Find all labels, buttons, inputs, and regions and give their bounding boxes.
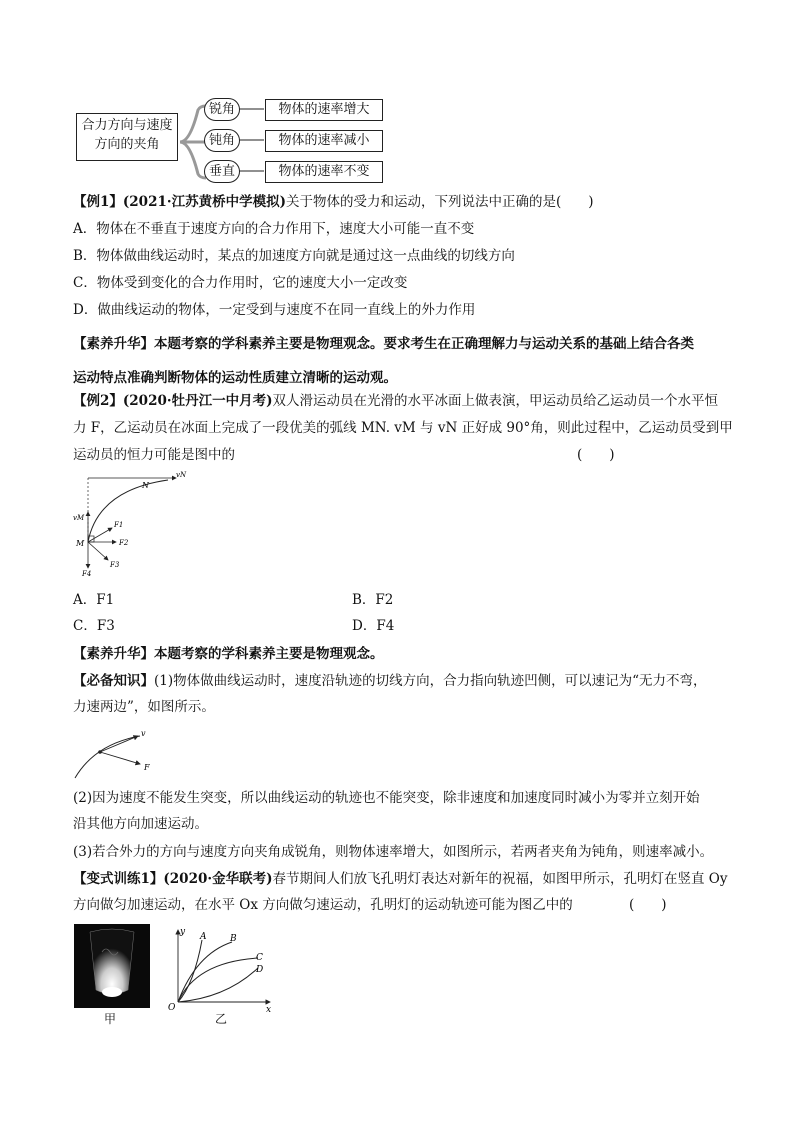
- label-x: x: [266, 1005, 272, 1014]
- example2-option-c: C．F3: [73, 618, 115, 634]
- example1-question: [73, 192, 594, 212]
- example1-option-a: A．物体在不垂直于速度方向的合力作用下，速度大小可能一直不变: [73, 221, 475, 237]
- label-B: B: [230, 934, 237, 944]
- variant1-answer-bracket: ( ): [629, 897, 667, 913]
- result-decrease: 物体的速率减小: [278, 133, 370, 148]
- caption-right: 乙: [215, 1012, 228, 1026]
- example1-option-c: C．物体受到变化的合力作用时，它的速度大小一定改变: [73, 275, 408, 291]
- label-v: v: [141, 729, 146, 738]
- label-M: M: [76, 539, 85, 548]
- label-F2: F2: [119, 539, 129, 547]
- example2-answer-bracket: ( ): [577, 447, 615, 463]
- example2-line2: 力 F，乙运动员在冰面上完成了一段优美的弧线 MN. vM 与 vN 正好成 90°角，则此过程中，乙运动员受到甲: [73, 420, 733, 436]
- label-F1: F1: [114, 521, 124, 529]
- knowledge-p2-line2: 沿其他方向加速运动。: [73, 816, 208, 832]
- label-D: D: [256, 965, 264, 975]
- variant1-line1: [73, 869, 727, 889]
- angle-obtuse: 钝角: [208, 133, 235, 148]
- variant1-text1: 春节期间人们放飞孔明灯表达对新年的祝福，如图甲所示，孔明灯在竖直 Oy: [272, 871, 728, 887]
- variant1-line2: 方向做匀加速运动，在水平 Ox 方向做匀速运动，孔明灯的运动轨迹可能为图乙中的: [73, 897, 573, 913]
- example2-figure: [68, 470, 198, 580]
- example2-option-b: B．F2: [352, 592, 394, 608]
- knowledge-p3: (3)若合外力的方向与速度方向夹角成锐角，则物体速率增大，如图所示，若两者夹角为钝角，则速率减小。: [73, 844, 714, 860]
- trajectory-graph: [166, 924, 278, 1014]
- label-O: O: [168, 1003, 176, 1013]
- knowledge-p1-line2: 力速两边”，如图所示。: [73, 699, 215, 715]
- example1-option-b: B．物体做曲线运动时，某点的加速度方向就是通过这一点曲线的切线方向: [73, 248, 515, 264]
- knowledge-p2-line1: (2)因为速度不能发生突变，所以曲线运动的轨迹也不能突变，除非速度和加速度同时减小为零并立刻开始: [73, 790, 700, 806]
- variant1-source: (2020·金华联考): [163, 871, 273, 887]
- result-unchanged: 物体的速率不变: [278, 164, 370, 179]
- angle-acute: 锐角: [208, 102, 235, 117]
- upgrade1-line1: 【素养升华】本题考察的学科素养主要是物理观念。要求考生在正确理解力与运动关系的基础上结合各类: [73, 336, 694, 352]
- label-A: A: [200, 932, 207, 942]
- example2-tag: 【例2】: [73, 393, 123, 409]
- example1-source: (2021·江苏黄桥中学模拟): [122, 194, 286, 210]
- label-C: C: [256, 953, 263, 963]
- angle-right: 垂直: [208, 164, 235, 179]
- sky-lantern-photo: [74, 924, 150, 1008]
- result-decrease-box: [265, 130, 383, 152]
- example1-option-d: D．做曲线运动的物体，一定受到与速度不在同一直线上的外力作用: [73, 302, 476, 318]
- example2-line3: 运动员的恒力可能是图中的: [73, 447, 235, 463]
- knowledge-p1-text1: (1)物体做曲线运动时，速度沿轨迹的切线方向，合力指向轨迹凹侧，可以速记为“无力不弯，: [154, 673, 707, 689]
- example2-source: (2020·牡丹江一中月考): [122, 393, 273, 409]
- example2-option-d: D．F4: [352, 618, 395, 634]
- knowledge-figure: [70, 726, 180, 784]
- label-y: y: [180, 927, 186, 937]
- upgrade2-line: 【素养升华】本题考察的学科素养主要是物理观念。: [73, 646, 384, 662]
- label-F3: F3: [110, 561, 120, 569]
- concept-root-text: 合力方向与速度方向的夹角: [81, 118, 173, 152]
- example2-line1: [73, 391, 718, 411]
- label-F: F: [144, 763, 150, 772]
- label-vM: vM: [73, 514, 85, 522]
- angle-acute-oval: [204, 98, 240, 121]
- angle-obtuse-oval: [204, 129, 240, 152]
- result-unchanged-box: [265, 161, 383, 183]
- upgrade1-line2: 运动特点准确判断物体的运动性质建立清晰的运动观。: [73, 370, 397, 386]
- knowledge-tag: 【必备知识】: [73, 673, 154, 689]
- example2-text1: 双人滑运动员在光滑的水平冰面上做表演，甲运动员给乙运动员一个水平恒: [272, 393, 718, 409]
- angle-right-oval: [204, 160, 240, 183]
- label-vN: vN: [176, 471, 187, 479]
- example2-option-a: A．F1: [73, 592, 115, 608]
- example1-tag: 【例1】: [73, 194, 123, 210]
- caption-left: 甲: [104, 1012, 117, 1026]
- result-increase-box: [265, 99, 383, 121]
- example1-text: 关于物体的受力和运动，下列说法中正确的是( ): [285, 194, 594, 210]
- knowledge-p1-line1: [73, 671, 707, 691]
- label-F4: F4: [82, 570, 92, 578]
- label-N: N: [142, 481, 149, 490]
- concept-root-box: [76, 113, 178, 161]
- result-increase: 物体的速率增大: [278, 102, 370, 117]
- variant1-tag: 【变式训练1】: [73, 871, 164, 887]
